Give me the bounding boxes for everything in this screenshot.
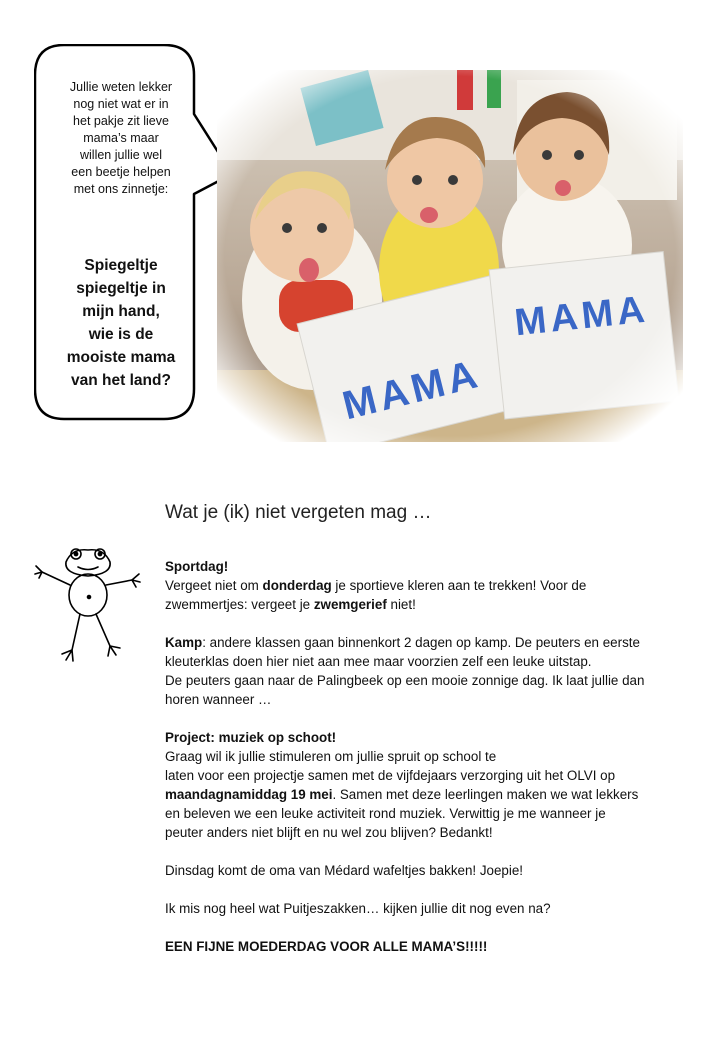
bubble-intro-line: Jullie weten lekker bbox=[69, 80, 173, 94]
text-line: en beleven we een leuke activiteit rond muziek. Verwittig je me wanneer je bbox=[165, 806, 606, 821]
text-line: laten voor een projectje samen met de vijfdejaars verzorging uit het OLVI op bbox=[165, 768, 616, 783]
text-bold: donderdag bbox=[262, 578, 332, 593]
bubble-intro-line: willen jullie wel bbox=[80, 148, 162, 162]
page-heading: Wat je (ik) niet vergeten mag … bbox=[165, 502, 432, 523]
section-title-sportdag: Sportdag! bbox=[165, 559, 229, 574]
bubble-intro-line: nog niet wat er in bbox=[73, 97, 169, 111]
bubble-intro-line: met ons zinnetje: bbox=[73, 182, 169, 196]
section-dinsdag: Dinsdag komt de oma van Médard wafeltjes bakken! Joepie! bbox=[165, 863, 524, 878]
rhyme-line: spiegeltje in bbox=[76, 280, 166, 297]
rhyme-line: wie is de bbox=[88, 326, 154, 343]
text-line: Graag wil ik jullie stimuleren om jullie spruit op school te bbox=[165, 749, 497, 764]
text-fragment: zwemmertjes: vergeet je bbox=[165, 597, 314, 612]
rhyme-line: mooiste mama bbox=[66, 349, 176, 366]
rhyme-line: mijn hand, bbox=[82, 303, 160, 320]
text-fragment: : andere klassen gaan binnenkort 2 dagen op kamp. De peuters en eerste bbox=[202, 635, 640, 650]
speech-bubble bbox=[34, 44, 194, 420]
frog-doodle-icon bbox=[32, 540, 144, 670]
text-line: horen wanneer … bbox=[165, 692, 272, 707]
bubble-rhyme bbox=[40, 254, 202, 392]
bubble-intro-line: een beetje helpen bbox=[71, 165, 171, 179]
rhyme-line: van het land? bbox=[71, 372, 171, 389]
closing-line: EEN FIJNE MOEDERDAG VOOR ALLE MAMA’S!!!!! bbox=[165, 939, 488, 954]
text-line: kleuterklas doen hier niet aan mee maar voorzien zelf een leuke uitstap. bbox=[165, 654, 592, 669]
bubble-intro-line: mama’s maar bbox=[83, 131, 159, 145]
bubble-intro-line: het pakje zit lieve bbox=[73, 114, 169, 128]
children-photo bbox=[217, 70, 683, 442]
text-fragment: je sportieve kleren aan te trekken! Voor de bbox=[331, 578, 587, 593]
text-bold: zwemgerief bbox=[313, 597, 387, 612]
text-fragment: Vergeet niet om bbox=[165, 578, 263, 593]
newsletter-body bbox=[165, 557, 700, 975]
section-puitjes: Ik mis nog heel wat Puitjeszakken… kijken jullie dit nog even na? bbox=[165, 901, 551, 916]
section-project bbox=[165, 728, 700, 842]
text-bold: maandagnamiddag 19 mei bbox=[165, 787, 333, 802]
bubble-intro-text bbox=[42, 79, 200, 198]
children-with-mama-bags-photo bbox=[217, 70, 683, 442]
text-fragment: niet! bbox=[386, 597, 416, 612]
section-title-kamp: Kamp bbox=[165, 635, 203, 650]
text-line: peuter anders niet blijft en nu wel zou blijven? Bedankt! bbox=[165, 825, 493, 840]
rhyme-line: Spiegeltje bbox=[84, 257, 158, 274]
section-title-project: Project: muziek op schoot! bbox=[165, 730, 337, 745]
section-kamp bbox=[165, 633, 700, 709]
text-line: De peuters gaan naar de Palingbeek op een mooie zonnige dag. Ik laat jullie dan bbox=[165, 673, 645, 688]
text-fragment: . Samen met deze leerlingen maken we wat lekkers bbox=[332, 787, 639, 802]
section-sportdag bbox=[165, 557, 700, 614]
